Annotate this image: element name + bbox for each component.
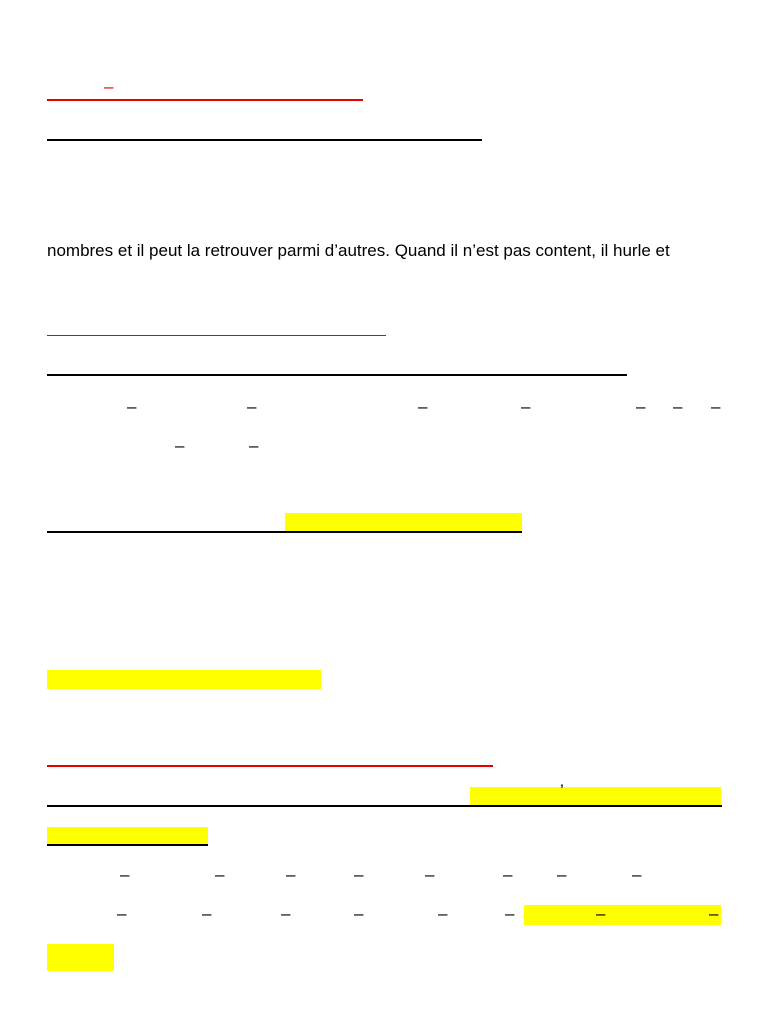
yellow-highlight xyxy=(470,787,721,805)
dash-mark: – xyxy=(354,865,364,884)
black-underline xyxy=(47,374,627,376)
dash-mark: – xyxy=(281,904,291,923)
dash-mark: – xyxy=(202,904,212,923)
dash-mark: – xyxy=(503,865,513,884)
yellow-highlight xyxy=(47,827,208,844)
dash-mark: – xyxy=(636,397,646,416)
dash-mark: – xyxy=(247,397,257,416)
black-underline xyxy=(47,805,722,807)
paragraph-text: nombres et il peut la retrouver parmi d’autres. Quand il n’est pas content, il hurle et xyxy=(47,241,670,260)
dash-mark: – xyxy=(438,904,448,923)
apostrophe-mark: ’ xyxy=(560,781,564,800)
dash-mark: – xyxy=(709,904,719,923)
black-underline xyxy=(47,139,482,141)
dash-mark: – xyxy=(104,77,114,96)
yellow-highlight xyxy=(285,513,522,531)
dash-mark: – xyxy=(117,904,127,923)
dash-mark: – xyxy=(354,904,364,923)
black-underline xyxy=(47,531,522,533)
black-underline xyxy=(47,844,208,846)
dash-mark: – xyxy=(711,397,721,416)
red-underline xyxy=(47,335,386,336)
red-underline xyxy=(47,765,493,767)
dash-mark: – xyxy=(127,397,137,416)
yellow-highlight xyxy=(524,905,721,925)
dash-mark: – xyxy=(557,865,567,884)
dash-mark: – xyxy=(505,904,515,923)
dash-mark: – xyxy=(596,904,606,923)
dash-mark: – xyxy=(521,397,531,416)
dash-mark: – xyxy=(425,865,435,884)
dash-mark: – xyxy=(673,397,683,416)
dash-mark: – xyxy=(215,865,225,884)
yellow-highlight xyxy=(47,944,114,971)
dash-mark: – xyxy=(249,436,259,455)
dash-mark: – xyxy=(175,436,185,455)
red-underline xyxy=(47,99,363,101)
dash-mark: – xyxy=(418,397,428,416)
dash-mark: – xyxy=(120,865,130,884)
dash-mark: – xyxy=(286,865,296,884)
dash-mark: – xyxy=(632,865,642,884)
yellow-highlight xyxy=(47,670,321,689)
